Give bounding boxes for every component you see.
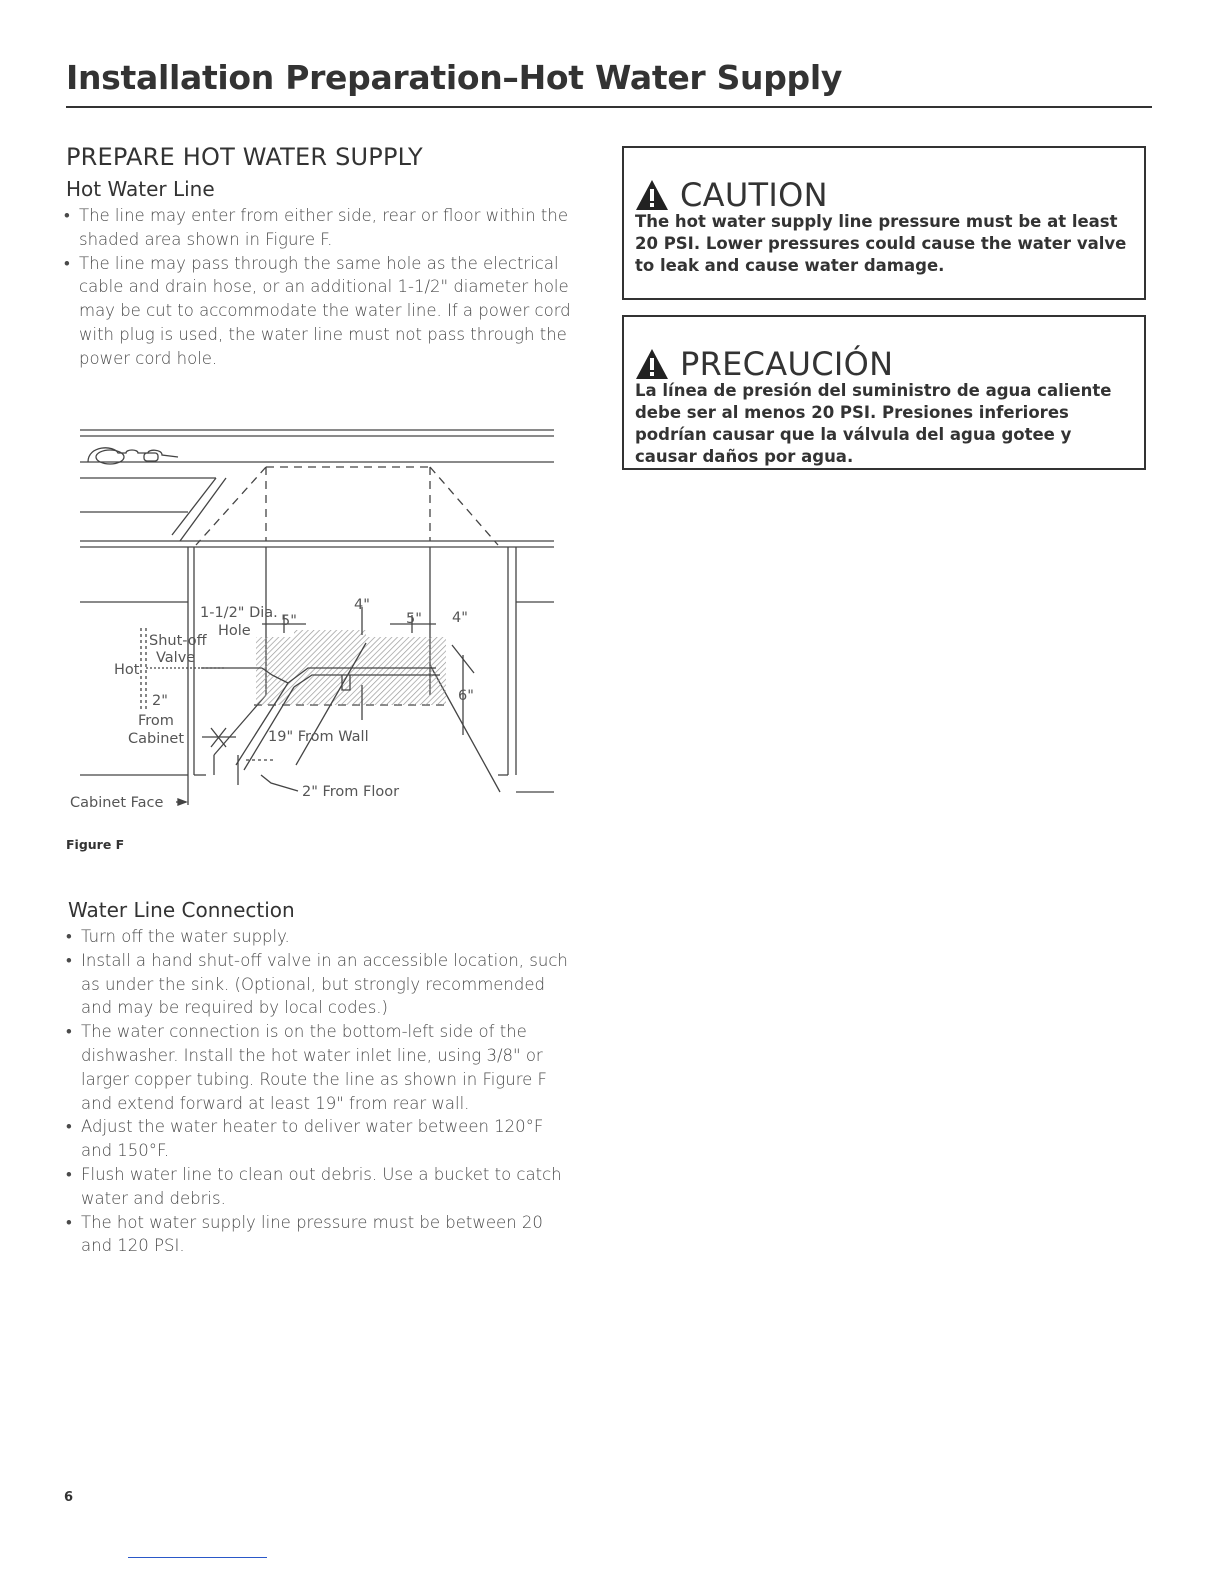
- list-item: • The line may pass through the same hole as the electrical cable and drain hose, or an additional 1-1/2" diameter hole may be cut to accommodate the water line. If a power cord with plug is used, the water line must not pass through the power cord hole.: [64, 252, 579, 371]
- title-divider: [66, 106, 1152, 108]
- warning-triangle-icon: [634, 178, 670, 212]
- label-six: 6": [458, 688, 474, 704]
- list-item: • Flush water line to clean out debris. Use a bucket to catch water and debris.: [66, 1163, 578, 1211]
- label-from-wall: 19" From Wall: [268, 729, 369, 745]
- page-title: Installation Preparation–Hot Water Supply: [66, 58, 843, 97]
- figure-f-diagram: [66, 425, 566, 825]
- label-four-top: 4": [354, 597, 370, 613]
- precaucion-header: [634, 345, 893, 383]
- hot-water-line-heading: Hot Water Line: [66, 177, 215, 201]
- label-hole-dia: 1-1/2" Dia.: [200, 605, 278, 621]
- label-from: From: [138, 713, 174, 729]
- bottom-link-underline[interactable]: [128, 1557, 267, 1558]
- label-valve: Valve: [156, 650, 196, 666]
- list-item: • Install a hand shut-off valve in an accessible location, such as under the sink. (Optional, but strongly recommended and may be required by local codes.): [66, 949, 578, 1020]
- precaucion-text: La línea de presión del suministro de agua caliente debe ser al menos 20 PSI. Presiones inferiores podrían causar que la válvula del agua gotee y causar daños por agua.: [635, 381, 1112, 466]
- label-five-left: 5": [281, 613, 297, 629]
- caution-title: CAUTION: [680, 176, 828, 214]
- list-item: • The hot water supply line pressure must be between 20 and 120 PSI.: [66, 1211, 578, 1259]
- list-item: • Turn off the water supply.: [66, 925, 578, 949]
- label-hot: Hot: [114, 662, 140, 678]
- label-cabinet-face: Cabinet Face: [70, 795, 164, 811]
- caution-header: [634, 176, 828, 214]
- hot-water-line-list: [64, 204, 579, 371]
- list-item: • Adjust the water heater to deliver water between 120°F and 150°F.: [66, 1115, 578, 1163]
- caution-text: The hot water supply line pressure must be at least 20 PSI. Lower pressures could cause the water valve to leak and cause water damage.: [635, 212, 1127, 275]
- label-hole: Hole: [218, 623, 251, 639]
- label-cabinet: Cabinet: [128, 731, 185, 747]
- label-two-inch: 2": [152, 693, 168, 709]
- installation-diagram: [66, 425, 566, 825]
- label-from-floor: 2" From Floor: [302, 784, 400, 800]
- section-heading: PREPARE HOT WATER SUPPLY: [66, 143, 423, 171]
- list-item: • The line may enter from either side, rear or floor within the shaded area shown in Figure F.: [64, 204, 579, 252]
- label-five-right: 5": [406, 611, 422, 627]
- precaucion-title: PRECAUCIÓN: [680, 345, 894, 383]
- figure-caption: Figure F: [66, 837, 125, 852]
- water-line-connection-list: [66, 925, 578, 1258]
- warning-triangle-icon: [634, 347, 670, 381]
- precaucion-box: [622, 315, 1146, 470]
- list-item: • The water connection is on the bottom-left side of the dishwasher. Install the hot water inlet line, using 3/8" or larger copper tubing. Route the line as shown in Figure F and extend forward at least 19" from rear wall.: [66, 1020, 578, 1115]
- label-shutoff: Shut-off: [149, 633, 207, 649]
- page-number: 6: [64, 1490, 74, 1505]
- water-line-connection-heading: Water Line Connection: [68, 898, 295, 922]
- label-four-right: 4": [452, 610, 468, 626]
- caution-box: [622, 146, 1146, 300]
